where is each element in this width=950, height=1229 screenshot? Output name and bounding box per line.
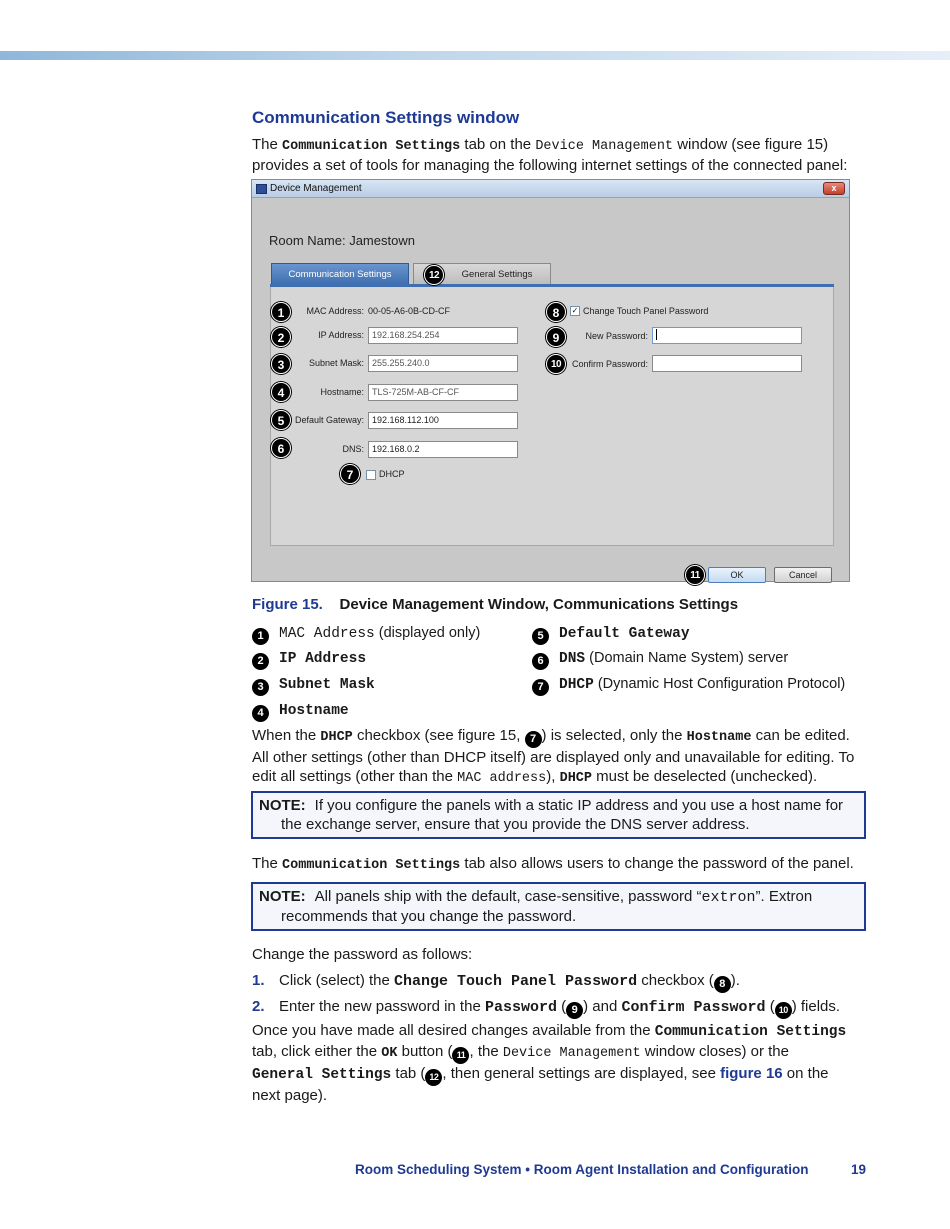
- dns-label: DNS:: [342, 444, 364, 454]
- header-band: [0, 51, 950, 60]
- confirm-password-label: Confirm Password:: [571, 359, 648, 369]
- legend-item-3: 3 Subnet Mask: [252, 675, 375, 696]
- section-title: Communication Settings window: [252, 108, 520, 127]
- callout-8: 8: [546, 302, 566, 322]
- note-dns: NOTE: If you configure the panels with a static IP address and you use a host name for the exchange server, ensure that you provide the DNS server address.: [251, 791, 866, 839]
- legend-item-7: 7 DHCP (Dynamic Host Configuration Protocol): [532, 675, 845, 696]
- figure-16-link[interactable]: figure 16: [720, 1065, 783, 1082]
- dialog-titlebar: [252, 180, 849, 198]
- footer-title: Room Scheduling System • Room Agent Installation and Configuration: [355, 1162, 809, 1177]
- callout-1: 1: [271, 302, 291, 322]
- new-password-field[interactable]: [652, 327, 802, 344]
- default-gateway-field[interactable]: 192.168.112.100: [368, 412, 518, 429]
- intro-paragraph: The Communication Settings tab on the Device Management window (see figure 15) provides a set of tools for managing the following internet settings of the connected panel:: [252, 136, 848, 174]
- cancel-button[interactable]: Cancel: [774, 567, 832, 583]
- password-paragraph: The Communication Settings tab also allows users to change the password of the panel.: [252, 855, 854, 873]
- dialog-body: [254, 199, 847, 579]
- new-password-label: New Password:: [585, 331, 648, 341]
- hostname-field[interactable]: TLS-725M-AB-CF-CF: [368, 384, 518, 401]
- step-2: 2. Enter the new password in the Password ( 9 ) and Confirm Password ( 10 ) fields.: [252, 997, 840, 1019]
- device-management-dialog: [251, 179, 850, 582]
- callout-4: 4: [271, 382, 291, 402]
- app-icon: [256, 184, 267, 194]
- legend-item-1: 1 MAC Address (displayed only): [252, 624, 480, 645]
- tab-general-settings[interactable]: General Settings: [413, 263, 551, 285]
- dhcp-checkbox[interactable]: [366, 470, 376, 480]
- ok-button[interactable]: OK: [708, 567, 766, 583]
- subnet-mask-label: Subnet Mask:: [308, 358, 364, 368]
- step-1: 1. Click (select) the Change Touch Panel Password checkbox ( 8 ).: [252, 971, 740, 993]
- legend-item-2: 2 IP Address: [252, 649, 366, 670]
- subnet-mask-field[interactable]: 255.255.240.0: [368, 355, 518, 372]
- dialog-title: Device Management: [270, 183, 362, 194]
- close-icon[interactable]: x: [823, 182, 845, 195]
- ip-address-label: IP Address:: [318, 330, 364, 340]
- ip-address-field[interactable]: 192.168.254.254: [368, 327, 518, 344]
- callout-6: 6: [271, 438, 291, 458]
- dhcp-paragraph: When the DHCP checkbox (see figure 15, 7 ) is selected, only the Hostname can be edited. All other settings (other than DHCP itself) are displayed only and unavailable for editing. To edit all settings (other than the MAC address), DHCP must be deselected (unchecked).: [252, 727, 855, 786]
- legend-item-5: 5 Default Gateway: [532, 624, 690, 645]
- dns-field[interactable]: 192.168.0.2: [368, 441, 518, 458]
- mac-address-value: 00-05-A6-0B-CD-CF: [368, 306, 451, 316]
- callout-2: 2: [271, 327, 291, 347]
- confirm-password-field[interactable]: [652, 355, 802, 372]
- change-password-label: Change Touch Panel Password: [583, 306, 709, 316]
- mac-address-label: MAC Address:: [306, 306, 364, 316]
- steps-intro: Change the password as follows:: [252, 946, 473, 963]
- callout-7: 7: [340, 464, 360, 484]
- room-name: Room Name: Jamestown: [269, 233, 415, 248]
- change-password-checkbox[interactable]: ✓: [571, 306, 579, 315]
- page-number: 19: [851, 1162, 867, 1177]
- default-gateway-label: Default Gateway:: [294, 415, 364, 425]
- callout-10: 10: [546, 354, 566, 374]
- tab-communication-settings[interactable]: Communication Settings: [271, 263, 409, 285]
- callout-3: 3: [271, 354, 291, 374]
- callout-12: 12: [424, 265, 444, 285]
- legend-item-6: 6 DNS (Domain Name System) server: [532, 649, 788, 670]
- callout-9: 9: [546, 327, 566, 347]
- callout-5: 5: [271, 410, 291, 430]
- note-default-password: NOTE: All panels ship with the default, case-sensitive, password “extron”. Extron recommends that you change the password.: [251, 882, 866, 931]
- final-paragraph: Once you have made all desired changes available from the Communication Settings tab, click either the OK button ( 11 , the Device Management window closes) or the General Settings tab ( 12 , then general settings are displayed, see figure 16 on the next page).: [252, 1022, 847, 1104]
- callout-11: 11: [685, 565, 705, 585]
- figure-caption: Figure 15. Device Management Window, Communications Settings: [252, 596, 739, 613]
- dhcp-label: DHCP: [379, 469, 405, 479]
- hostname-label: Hostname:: [320, 387, 364, 397]
- legend-item-4: 4 Hostname: [252, 701, 349, 722]
